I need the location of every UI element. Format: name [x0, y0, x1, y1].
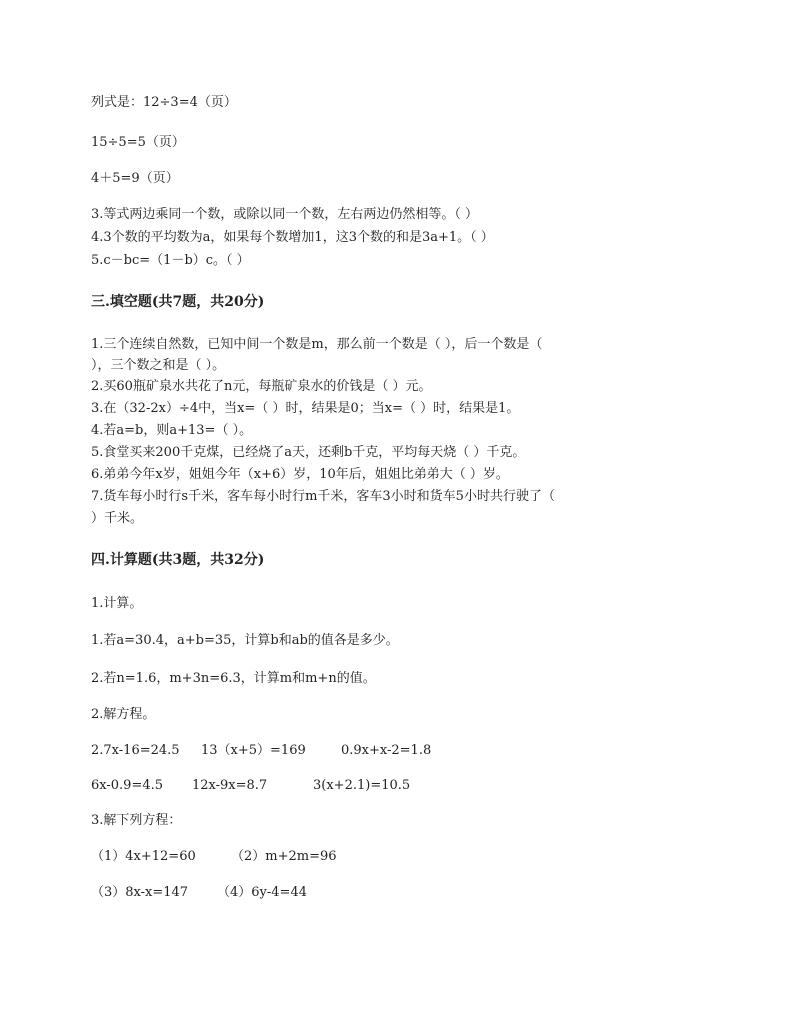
equation: 3(x+2.1)=10.5 [313, 778, 411, 793]
equation: 13（x+5）=169 [201, 743, 306, 758]
judge-item-4: 4.3个数的平均数为a，如果每个数增加1，这3个数的和是3a+1。（ ） [91, 230, 494, 245]
fill-item-2: 2.买60瓶矿泉水共花了n元，每瓶矿泉水的价钱是（ ）元。 [91, 379, 432, 394]
equation: （1）4x+12=60 [91, 849, 196, 864]
judge-item-5: 5.c－bc=（1－b）c。（ ） [91, 253, 250, 268]
equation-row-2 [91, 777, 410, 795]
fill-item-7a: 7.货车每小时行s千米，客车每小时行m千米，客车3小时和货车5小时共行驶了（ [91, 489, 555, 504]
fill-item-6: 6.弟弟今年x岁，姐姐今年（x+6）岁，10年后，姐姐比弟弟大（ ）岁。 [91, 467, 509, 482]
calc-part-1-q1: 1.若a=30.4，a+b=35，计算b和ab的值各是多少。 [91, 633, 399, 648]
answer-line-3: 4＋5=9（页） [91, 171, 179, 186]
fill-item-1b: ），三个数之和是（ ）。 [91, 358, 226, 373]
calc-part-1-q2: 2.若n=1.6，m+3n=6.3，计算m和m+n的值。 [91, 671, 376, 686]
equation: （2）m+2m=96 [231, 849, 337, 864]
answer-line-1: 列式是：12÷3=4（页） [91, 95, 237, 110]
fill-item-7b: ）千米。 [91, 511, 144, 526]
fill-item-4: 4.若a=b，则a+13=（ ）。 [91, 423, 253, 438]
calc-part-1: 1.计算。 [91, 596, 143, 611]
answer-line-2: 15÷5=5（页） [91, 135, 185, 150]
equation-row-3 [91, 848, 337, 866]
equation: 2.7x-16=24.5 [91, 743, 180, 758]
fill-item-5: 5.食堂买来200千克煤，已经烧了a天，还剩b千克，平均每天烧（ ）千克。 [91, 445, 526, 460]
fill-item-1a: 1.三个连续自然数，已知中间一个数是m，那么前一个数是（ ），后一个数是（ [91, 337, 543, 352]
equation: （3）8x-x=147 [91, 885, 189, 900]
equation: 0.9x+x-2=1.8 [341, 743, 432, 758]
section-4-title: 四.计算题(共3题，共32分) [91, 552, 265, 568]
fill-item-3: 3.在（32-2x）÷4中，当x=（ ）时，结果是0；当x=（ ）时，结果是1。 [91, 401, 520, 416]
section-3-title: 三.填空题(共7题，共20分) [91, 294, 265, 310]
equation-row-4 [91, 884, 307, 902]
equation: （4）6y-4=44 [217, 885, 307, 900]
equation-row-1 [91, 742, 431, 760]
equation: 6x-0.9=4.5 [91, 778, 164, 793]
judge-item-3: 3.等式两边乘同一个数，或除以同一个数，左右两边仍然相等。（ ） [91, 207, 479, 222]
calc-part-3: 3.解下列方程： [91, 813, 182, 828]
calc-part-2: 2.解方程。 [91, 707, 156, 722]
equation: 12x-9x=8.7 [192, 778, 268, 793]
